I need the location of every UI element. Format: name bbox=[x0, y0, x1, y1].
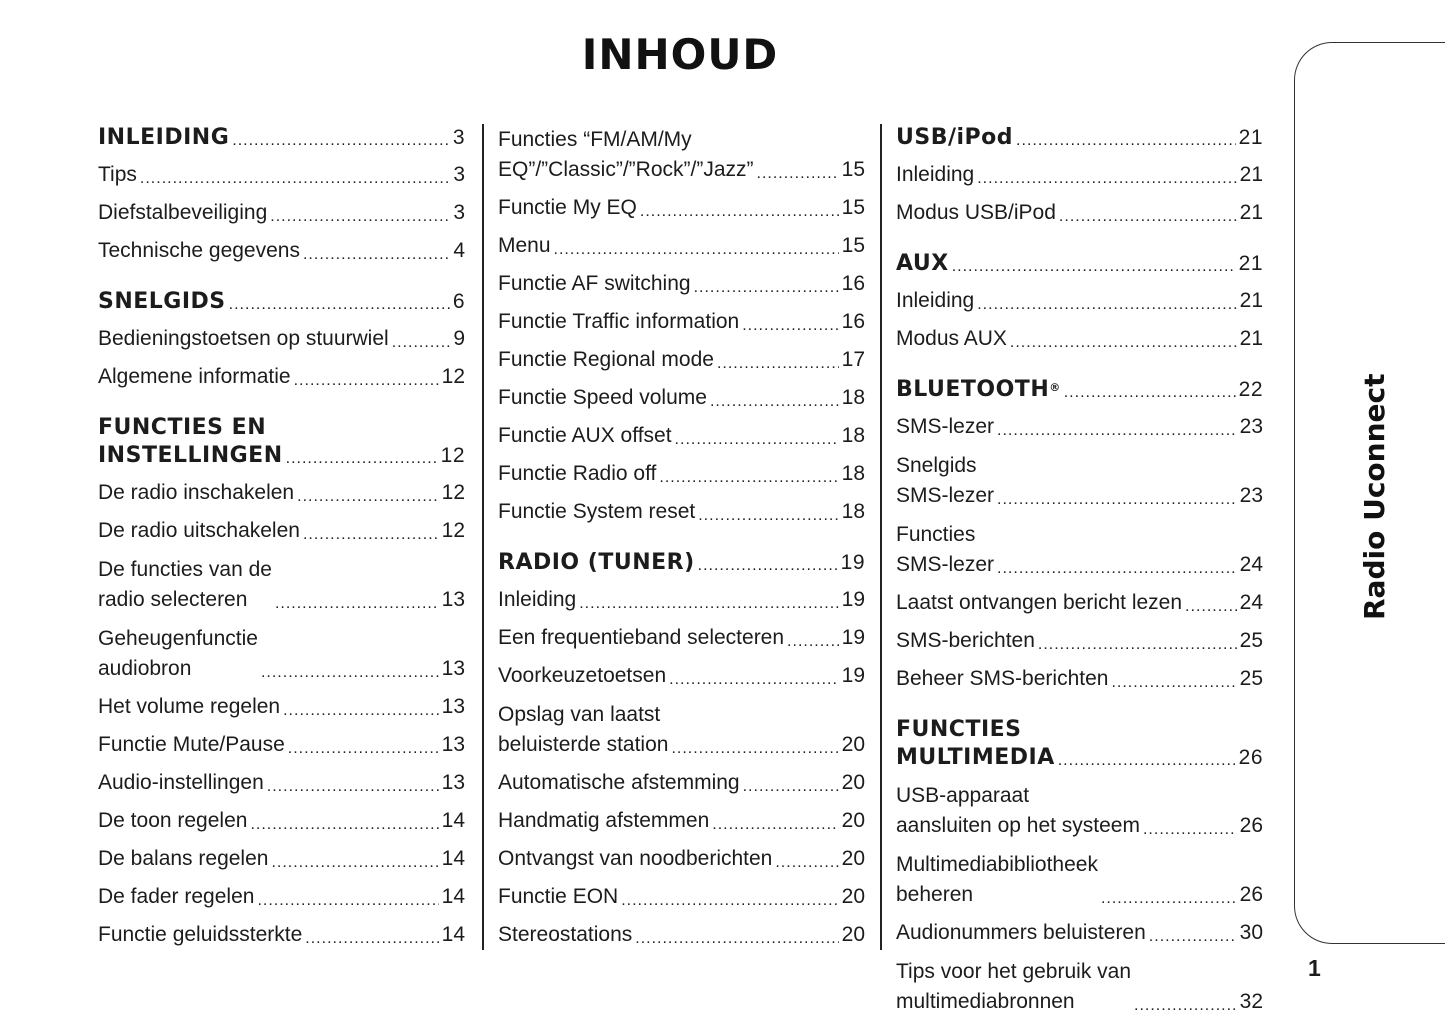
toc-entry[interactable]: Opslag van laatst beluisterde station ..... 20 bbox=[498, 699, 865, 760]
toc-entry[interactable]: SMS-lezer ..... 23 bbox=[896, 412, 1263, 442]
toc-entry[interactable]: Functie EON ..... 20 bbox=[498, 882, 865, 912]
toc-entry[interactable]: Tips ..... 3 bbox=[98, 160, 465, 190]
toc-entry[interactable]: USB-apparaat aansluiten op het systeem ..... 26 bbox=[896, 780, 1263, 841]
toc-entry[interactable]: Inleiding ..... 21 bbox=[896, 160, 1263, 190]
toc-entry[interactable]: Functie Regional mode ..... 17 bbox=[498, 345, 865, 375]
toc-entry[interactable]: De balans regelen ..... 14 bbox=[98, 844, 465, 874]
toc-entry[interactable]: Menu ..... 15 bbox=[498, 231, 865, 261]
toc-entry[interactable]: Snelgids SMS-lezer ..... 23 bbox=[896, 450, 1263, 511]
column-divider bbox=[482, 124, 484, 950]
page-title: INHOUD bbox=[581, 30, 779, 79]
toc-entry[interactable]: Inleiding ..... 21 bbox=[896, 286, 1263, 316]
toc-entry[interactable]: Functie AF switching ..... 16 bbox=[498, 269, 865, 299]
toc-entry[interactable]: Inleiding ..... 19 bbox=[498, 585, 865, 615]
toc-column-1 bbox=[98, 124, 465, 958]
toc-entry[interactable]: Audionummers beluisteren ..... 30 bbox=[896, 918, 1263, 948]
toc-column-2 bbox=[498, 124, 865, 958]
toc-entry[interactable]: Audio-instellingen ..... 13 bbox=[98, 768, 465, 798]
toc-entry[interactable]: De radio inschakelen ..... 12 bbox=[98, 478, 465, 508]
toc-entry[interactable]: Algemene informatie ..... 12 bbox=[98, 362, 465, 392]
toc-entry[interactable]: Automatische afstemming ..... 20 bbox=[498, 768, 865, 798]
toc-entry[interactable]: Een frequentieband selecteren ..... 19 bbox=[498, 623, 865, 653]
toc-entry[interactable]: Functie My EQ ..... 15 bbox=[498, 193, 865, 223]
toc-entry[interactable]: Bedieningstoetsen op stuurwiel ..... 9 bbox=[98, 324, 465, 354]
toc-entry[interactable]: Modus USB/iPod ..... 21 bbox=[896, 198, 1263, 228]
toc-entry[interactable]: Modus AUX ..... 21 bbox=[896, 324, 1263, 354]
toc-section-snelgids[interactable]: SNELGIDS ..... 6 bbox=[98, 288, 465, 316]
toc-entry[interactable]: Functie System reset ..... 18 bbox=[498, 497, 865, 527]
toc-entry[interactable]: Functies “FM/AM/My EQ”/”Classic”/”Rock”/”Jazz” ..... 15 bbox=[498, 124, 865, 185]
toc-section-radio-tuner[interactable]: RADIO (TUNER) ..... 19 bbox=[498, 549, 865, 577]
toc-section-aux[interactable]: AUX ..... 21 bbox=[896, 250, 1263, 278]
toc-section-functies-multimedia[interactable]: FUNCTIES MULTIMEDIA ..... 26 bbox=[896, 716, 1263, 772]
page-number: 1 bbox=[1308, 955, 1321, 981]
toc-entry[interactable]: Functie Radio off ..... 18 bbox=[498, 459, 865, 489]
toc-section-functies-en-instellingen[interactable]: FUNCTIES EN INSTELLINGEN ..... 12 bbox=[98, 414, 465, 470]
toc-section-bluetooth[interactable]: BLUETOOTH® ..... 22 bbox=[896, 376, 1263, 404]
toc-entry[interactable]: Tips voor het gebruik van multimediabronnen ..... 32 bbox=[896, 956, 1263, 1017]
toc-entry[interactable]: De radio uitschakelen ..... 12 bbox=[98, 516, 465, 546]
toc-entry[interactable]: Handmatig afstemmen ..... 20 bbox=[498, 806, 865, 836]
toc-entry[interactable]: Beheer SMS-berichten ..... 25 bbox=[896, 664, 1263, 694]
toc-entry[interactable]: SMS-berichten ..... 25 bbox=[896, 626, 1263, 656]
toc-section-inleiding[interactable]: INLEIDING ..... 3 bbox=[98, 124, 465, 152]
toc-entry[interactable]: Laatst ontvangen bericht lezen ..... 24 bbox=[896, 588, 1263, 618]
toc-entry[interactable]: Functie geluidssterkte ..... 14 bbox=[98, 920, 465, 950]
toc-column-3 bbox=[896, 124, 1263, 1025]
toc-entry[interactable]: De fader regelen ..... 14 bbox=[98, 882, 465, 912]
toc-entry[interactable]: Voorkeuzetoetsen ..... 19 bbox=[498, 661, 865, 691]
toc-entry[interactable]: Multimediabibliotheek beheren ..... 26 bbox=[896, 849, 1263, 910]
toc-entry[interactable]: Functie Mute/Pause ..... 13 bbox=[98, 730, 465, 760]
toc-entry[interactable]: Stereostations ..... 20 bbox=[498, 920, 865, 950]
toc-section-usb-ipod[interactable]: USB/iPod ..... 21 bbox=[896, 124, 1263, 152]
chapter-tab-label: Radio Uconnect bbox=[1358, 373, 1391, 620]
toc-entry[interactable]: Diefstalbeveiliging ..... 3 bbox=[98, 198, 465, 228]
column-divider bbox=[880, 124, 882, 950]
toc-entry[interactable]: De functies van de radio selecteren ..... 13 bbox=[98, 554, 465, 615]
toc-entry[interactable]: Functie AUX offset ..... 18 bbox=[498, 421, 865, 451]
toc-entry[interactable]: De toon regelen ..... 14 bbox=[98, 806, 465, 836]
toc-entry[interactable]: Het volume regelen ..... 13 bbox=[98, 692, 465, 722]
toc-entry[interactable]: Functie Speed volume ..... 18 bbox=[498, 383, 865, 413]
toc-entry[interactable]: Functie Traffic information ..... 16 bbox=[498, 307, 865, 337]
toc-entry[interactable]: Ontvangst van noodberichten ..... 20 bbox=[498, 844, 865, 874]
toc-entry[interactable]: Geheugenfunctie audiobron ..... 13 bbox=[98, 623, 465, 684]
toc-entry[interactable]: Technische gegevens ..... 4 bbox=[98, 236, 465, 266]
toc-entry[interactable]: Functies SMS-lezer ..... 24 bbox=[896, 519, 1263, 580]
